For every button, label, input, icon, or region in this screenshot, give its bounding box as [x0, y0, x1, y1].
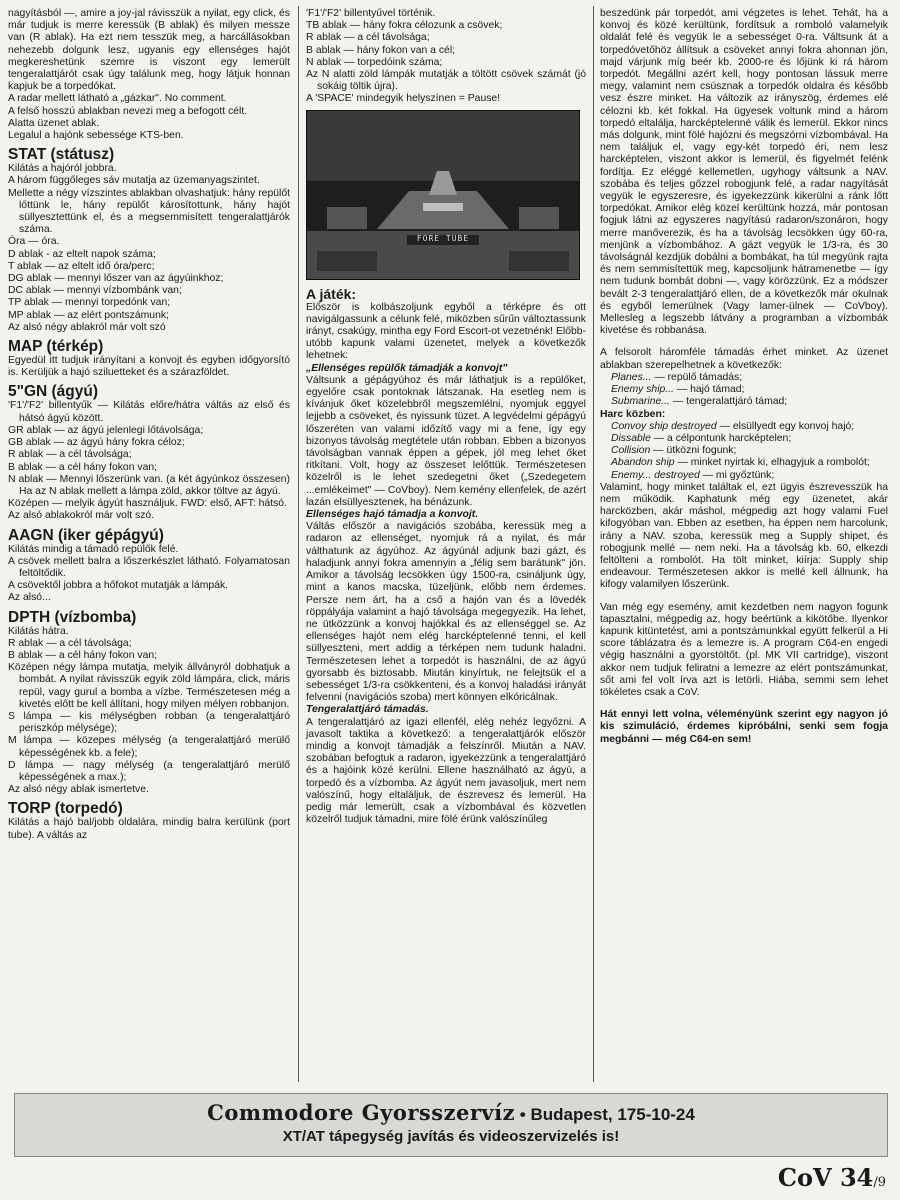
list-item: Az alsó ablakokról már volt szó. — [8, 510, 155, 522]
list-item: Az alsó... — [8, 592, 51, 604]
column-divider — [593, 6, 594, 1082]
list-item: A három függőleges sáv mutatja az üzemanyagszintet. — [8, 175, 260, 187]
list-item: A csövektől jobbra a hőfokot mutatják a lámpák. — [8, 580, 229, 592]
list-item: R ablak — a cél távolsága; — [8, 637, 132, 649]
list-item: M lámpa — közepes mélység (a tengeralattjáró merülő képességének kb. a fele); — [8, 735, 290, 759]
column-2 — [306, 8, 586, 826]
aagn-section — [8, 544, 290, 605]
message-item: Enemy... destroyed — mi győztünk; — [611, 469, 775, 481]
list-item: B ablak — a cél hány fokon van; — [8, 649, 158, 661]
list-item: Az N alatti zöld lámpák mutatják a töltött csövek számát (jó sokáig töltik újra). — [306, 69, 586, 93]
paragraph: Először is kolbászoljunk egyből a térképre és ott navigálgassunk a célunk felé, miközben sűrűn változtassunk irányt, csakúgy, mintha egy Ford Escort-ot vezetnénk! Előbb-utóbb kapunk valami üzenetet, melyek a következők lehetnek: — [306, 301, 586, 362]
list-item: 'F1'/'F2' billentyűvel történik. — [306, 8, 436, 19]
list-item: Kilátás a hajóról jobbra. — [8, 163, 117, 175]
ad-tagline: XT/AT tápegység javítás és videoszervizelés is! — [282, 1128, 620, 1145]
list-item: Mellette a négy vízszintes ablakban olvashatjuk: hány repülőt lőttünk le, hány repülőt károsítottunk, hány hajót süllyesztettünk el, és a megsemmisített tengeralattjárók száma. — [8, 187, 290, 236]
paragraph: A tengeralattjáró az igazi ellenfél, elég nehéz legyőzni. A javasolt taktika a következő: a tengeralattjárók először mindig a konvojt támadják a felszínről. Miután a NAV. szobában befogtuk a radaron, igyekezzünk a tengeralattjáró és a hajóink közé kerülni. Ellene használható az ágyú, a torpedó és a vízbomba. Az ágyút nem javasoljuk, mert nem valószínű, hogy eltaláljuk, de észrevesz és lemerül. Ha pedig már lemerült, csak a vízbombával és közvetlen közelről tudjuk támadni, mire fölé érünk valószínűleg — [306, 716, 586, 826]
paragraph: Váltsunk a gépágyúhoz és már láthatjuk is a repülőket, egyelőre csak pontoknak látszanak. Ha esetleg nem is kívánjuk őket közelebbről megszemlélni, nyomjuk eggyel lejjebb a csöveket, és nyissunk tüzet. A legvédelmi gépágyú lőszeréten van valami időzítő vagy mi a fene, így egy bizonyos távolság megtétele után robban. Ebben a bizonyos távolságban vannak éppen a gépek, jól meg lehet őket ritkítani. Volt, hogy az összeset lelőttük. Természetesen közelről is le lehet szedegetni őket („Szedegetem ...emlékeimet" — CoVboy). Nem kemény ellenfelek, de azért lazán elsüllyesztenek, ha bénázunk. — [306, 374, 586, 508]
subheading: Tengeralattjáró támadás. — [306, 704, 429, 716]
subheading: „Ellenséges repülők támadják a konvojt" — [306, 362, 508, 374]
message-item: Enemy ship... — hajó támad; — [611, 384, 745, 396]
screen-label: FORE TUBE — [416, 233, 470, 243]
list-item: Az alsó négy ablakról már volt szó — [8, 321, 166, 333]
list-item: D lámpa — nagy mélység (a tengeralattjáró merülő képességének a max.); — [8, 759, 290, 783]
subheading: Ellenséges hajó támadja a konvojt. — [306, 509, 479, 521]
subheading: Harc közben: — [600, 408, 666, 420]
message-item: Planes... — repülő támadás; — [611, 371, 743, 383]
list-item: 'F1'/'F2' billentyűk — Kilátás előre/hátra váltás az első és hátsó ágyú között. — [8, 400, 290, 424]
advertisement-banner — [14, 1093, 888, 1157]
message-item: Abandon ship — minket nyirtak ki, elhagyjuk a rombolót; — [611, 457, 870, 469]
dpth-section — [8, 626, 290, 797]
gun-section — [8, 400, 290, 522]
list-item: Óra — óra. — [8, 236, 60, 248]
list-item: Középen négy lámpa mutatja, melyik állványról dobhatjuk a bombát. A nyilat rávisszük egyik zöld lámpára, click, máris repül, vagy gurul a bomba a vízbe. Természetesen még a kivetés előtt be kell állítani, hogy milyen mélyen robbanjon. — [8, 662, 290, 710]
section-heading-game: A játék: — [306, 285, 357, 302]
list-item: Középen — melyik ágyút használjuk. FWD: első, AFT: hátsó. — [8, 498, 287, 510]
paragraph: Van még egy esemény, amit kezdetben nem nagyon fogunk tapasztalni, mégpedig az, hogy beértünk a kikötőbe. Ilyenkor kapunk kitüntetést, ami a pontszámunkkal együtt felkerül a Hi score táblázatra és a lemezre is. A program C64-en engedi végig használni a gyorstöltőt. (pl. MK VII cartridge), viszont akkor nem tudjuk feliratni a lemezre az elért pontszámunkat, sőt ami fel volt írva azt is letörli. Hiába, semmi sem lehet tökéletes csak a CoV. — [600, 601, 888, 698]
section-heading-stat: STAT (státusz) — [8, 146, 115, 164]
paragraph: A felsorolt háromféle támadás érhet minket. Az üzenet ablakban szerepelhetnek a következők: — [600, 347, 888, 371]
closing-paragraph: Hát ennyi lett volna, véleményünk szerint egy nagyon jó kis szimuláció, érdemes kipróbálni, senki sem fogja megbánni — még C64-en sem! — [600, 709, 888, 745]
game-screenshot — [306, 110, 580, 280]
list-item: N ablak — torpedóink száma; — [306, 56, 443, 68]
section-heading-map: MAP (térkép) — [8, 338, 104, 356]
paragraph: Váltás először a navigációs szobába, keressük meg a radaron az ellenséget, nyomjuk rá a nyilat, és már válthatunk az ágyúhoz. Az ágyúnál adjunk bazi gázt, és haladjunk annyi fokra amennyin a „félig sem barátunk" jön. Amikor a távolság lecsökken úgy 1500-ra, csináljunk úgy, mint a kanos macska, tüzeljünk, előbb nem érdemes. Persze nem árt, ha a cső a hajón van és a lövedék röppályája valamint a hajó távolsága megegyezik. Ha lehet, ne ütközzünk a konvoj hajókkal és az ellenséggel se. Az ellenséges hajót nem elég harcképtelenné tenni, el kell süllyeszteni, mert addig a térképen nem tudunk haladni. Természetesen lehet a torpedót is használni, de az ágyú gyorsabb és biztosabb. Miután kinyírtuk, ne felejtsük el a sebességet 1/3-ra csökkenteni, és a konvoj haladási irányát felvenni (navigációs szoba) mert könnyen elkóricálnak. — [306, 521, 586, 704]
message-item: Convoy ship destroyed — elsüllyedt egy konvoj hajó; — [611, 420, 855, 432]
list-item: DG ablak — mennyi lőszer van az ágyúinkhoz; — [8, 273, 224, 285]
column-1 — [8, 8, 290, 842]
column-3 — [600, 8, 888, 746]
section-heading-dpth: DPTH (vízbomba) — [8, 608, 137, 626]
ad-city-phone: • Budapest, 175-10-24 — [519, 1105, 695, 1124]
paragraph: Alatta üzenet ablak. — [8, 117, 100, 129]
section-heading-torp: TORP (torpedó) — [8, 800, 123, 818]
paragraph: A felső hosszú ablakban nevezi meg a befogott célt. — [8, 105, 248, 117]
stat-section — [8, 163, 290, 334]
list-item: T ablak — az eltelt idő óra/perc; — [8, 260, 155, 272]
list-item: N ablak — Mennyi lőszerünk van. (a két ágyúnkoz összesen) Ha az N ablak mellett a lámpa zöld, akkor töltve az ágyú. — [8, 473, 290, 497]
list-item: B ablak — hány fokon van a cél; — [306, 44, 456, 56]
section-heading-aagn: AAGN (iker gépágyú) — [8, 526, 164, 544]
message-item: Submarine... — tengeralattjáró támad; — [611, 396, 788, 408]
paragraph: Legalul a hajónk sebessége KTS-ben. — [8, 130, 184, 142]
list-item: Kilátás mindig a támadó repülők felé. — [8, 543, 179, 555]
paragraph: beszedünk pár torpedót, ami végzetes is lehet. Tehát, ha a konvoj és közé kerültünk, fordítsuk a romboló valamelyik oldalát felé és vegyük le a sebességet 0-ra. Váltsunk át a torpedóvetőhöz állítsuk a csöveket annyi fokra ahonnan jön, majd várjunk míg beér kb. 2000-re és lőjünk ki rá három torpedót. Megállni azért kell, hogy pontosan lássuk merre megy, valamint nem csúsznak a torpedók oldalra és később vesz észre minket. Ha változik az irányszög, érdemes elé célozni kb. két fokkal. Ha ügyesek voltunk mind a három torpedó eltalálja, harcképtelenné válik és lemerül. Ekkor nincs más dolgunk, mint fölé hajózni és megszórni vízbombával. Ha nem találjuk el, vagy egy-két torpedó éri, nem lesz harcképtelen, viszont akkor is lemerül, és figyelmét felénk fordítja. Ez eléggé kellemetlen, ugyhogy váltsunk a NAV. szobába és teljes gőzzel robogjunk felé, a radar nagyítását vegyük le egyszeresre, és igyekezzünk kikerülni a ránk lőtt torpedókat. Amikor elég közel kerültünk hozzá, már pontosan fogjuk látni az egyszeres nagyítású radaron/szonáron, hogy merre manőverezik, és ha a távolság lecsökken úgy 60-ra, menjünk a vízbombához. A gázt vegyük le 1/3-ra, és 30 távolságnál kezdjük dobálni a bombákat, ha túl megyünk rajta és nem semmisítettük meg, kapcsoljunk hátramenetbe — így nem tudunk bombát dobni —, vagy körözzünk. Ez a módszer bevált 2-3 tengeralattjáró ellen, de a következők már okulnak és egyből lemerülnek (Vagy lamer-ülnek — CoVboy). Mellesleg a legszebb látvány a programban a vízbombák kivetése és robbanása. — [600, 8, 888, 337]
message-item: Collision — ütközni fogunk; — [611, 445, 737, 457]
list-item: A 'SPACE' mindegyik helyszínen = Pause! — [306, 93, 501, 105]
list-item: R ablak — a cél távolsága; — [306, 32, 430, 44]
list-item: S lámpa — kis mélységben robban (a tengeralattjáró periszkóp mélysége); — [8, 710, 290, 735]
page-number: /9 — [873, 1175, 886, 1190]
torpedo-view-image — [307, 111, 579, 279]
column-divider — [298, 6, 299, 1082]
list-item: TB ablak — hány fokra célozunk a csövek; — [306, 20, 503, 32]
list-item: MP ablak — az elért pontszámunk; — [8, 309, 169, 321]
paragraph: Valamint, hogy minket találtak el, ezt ügyis észrevesszük ha nem működik. Kaphatunk még egy üzenetet, akár harcközben, akár máshol, mégpedig azt hogy valami Fuel kifogyóban van. Ebben az esetben, ha éppen nem harcolunk, irány a NAV. szoba, keressük meg a Supply shipet, és robogjunk mellé — nem neki. Ha a távolság kb. 60, elkezdi feltölteni a rombolót. Ha tölt minket, kiírja: Supply ship endeavour. Természetesen akkor is mellé kell állnunk, ha kifogy valamilyen lőszerünk. — [600, 481, 888, 591]
paragraph: A radar mellett látható a „gázkar". No comment. — [8, 93, 227, 105]
list-item: Az alsó négy ablak ismertetve. — [8, 784, 149, 796]
list-item: Kilátás hátra. — [8, 625, 69, 637]
magazine-issue: CoV 34 — [777, 1163, 874, 1192]
ad-brand: Commodore Gyorsszervíz — [207, 1100, 516, 1125]
paragraph: nagyításból —, amire a joy-jal rávisszük a nyilat, egy click, és már tudjuk is merre keressük (B ablak) és milyen messze van (R ablak). Ha ezt nem tesszük meg, a harcállásokban nehezebb dolgunk lesz, ugyanis egy ellenséges hajót megkereshetünk szemre is viszont egy lemerült tengeralattjárót csak úgy találunk meg, hogy látjuk honnan kapjuk be a torpedókat. — [8, 8, 290, 93]
list-item: R ablak — a cél távolsága; — [8, 449, 132, 461]
list-item: GB ablak — az ágyú hány fokra céloz; — [8, 437, 185, 449]
paragraph: Egyedül itt tudjuk irányítani a konvojt és egyben időgyorsító is. Kerüljük a hajó sziluetteket és a szárazföldet. — [8, 355, 290, 379]
list-item: GR ablak — az ágyú jelenlegi lőtávolsága; — [8, 424, 204, 436]
list-item: A csövek mellett balra a lőszerkészlet látható. Folyamatosan feltöltődik. — [8, 555, 290, 579]
list-item: D ablak - az eltelt napok száma; — [8, 248, 156, 260]
section-heading-gun: 5"GN (ágyú) — [8, 383, 99, 401]
page-folio — [778, 1163, 886, 1192]
list-item: B ablak — a cél hány fokon van; — [8, 461, 158, 473]
paragraph: Kilátás a hajó bal/jobb oldalára, mindig balra kerülünk (port tube). A váltás az — [8, 817, 290, 841]
message-item: Dissable — a célpontunk harcképtelen; — [611, 432, 792, 444]
list-item: TP ablak — mennyi torpedónk van; — [8, 297, 171, 309]
list-item: DC ablak — mennyi vízbombánk van; — [8, 285, 182, 297]
